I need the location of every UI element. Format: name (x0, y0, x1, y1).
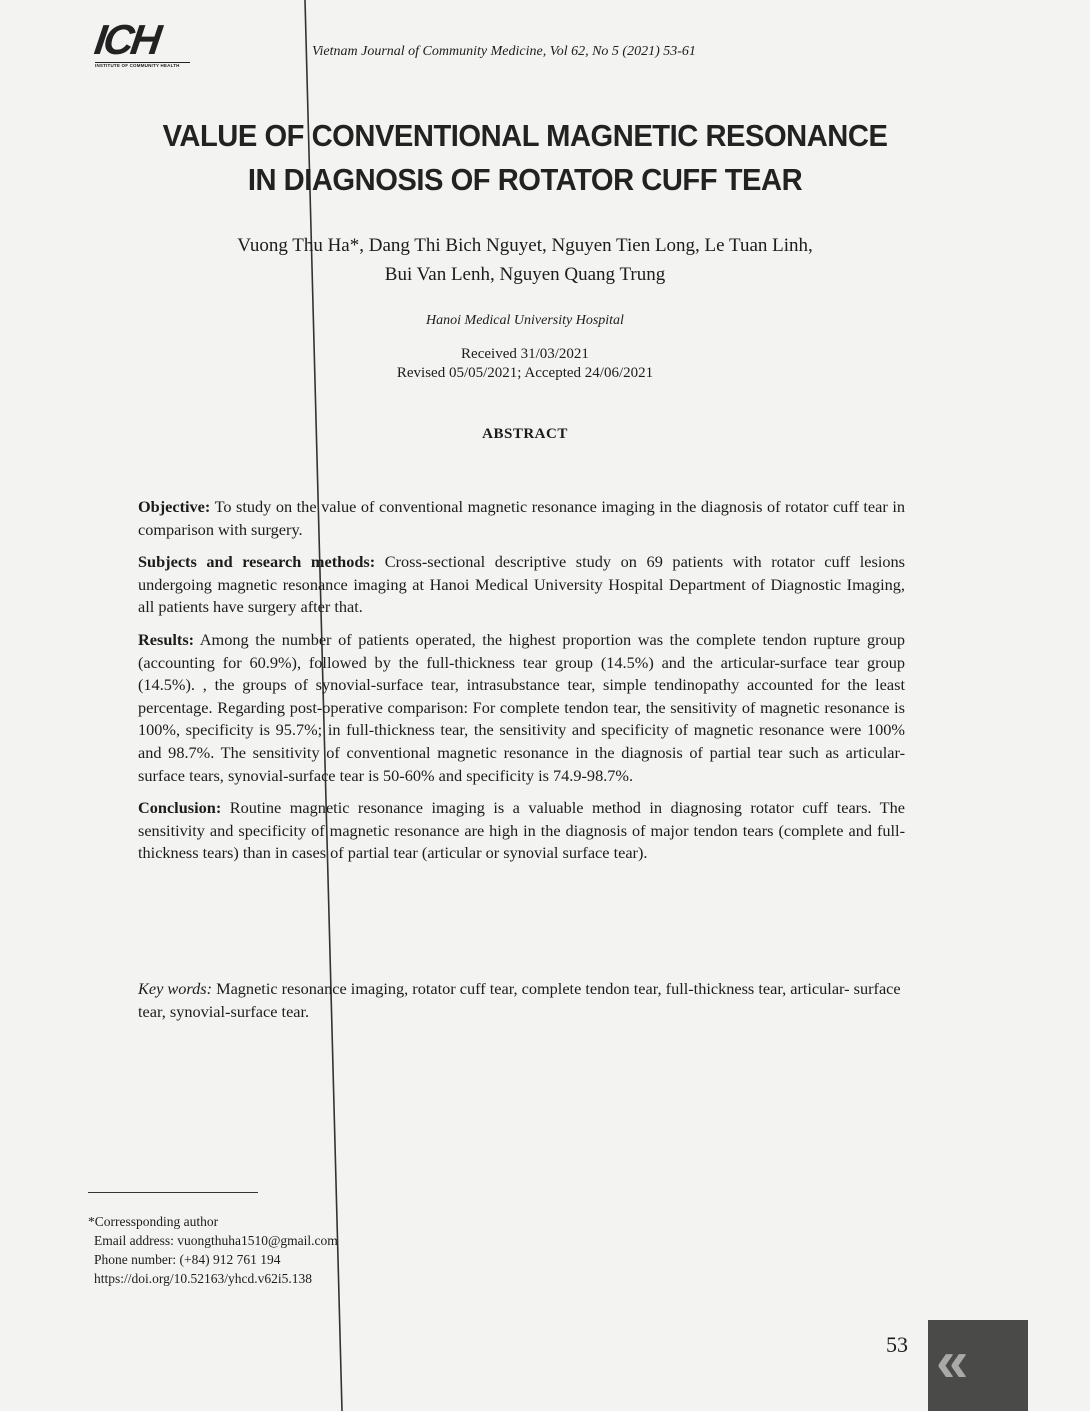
abstract-objective (138, 496, 905, 541)
corresponding-author: *Corressponding author (88, 1214, 219, 1229)
footnote (88, 1212, 338, 1288)
authors-line: Vuong Thu Ha*, Dang Thi Bich Nguyet, Nguyen Tien Long, Le Tuan Linh, (237, 235, 813, 256)
section-label: Subjects and research methods: (138, 552, 376, 572)
authors-line: Bui Van Lenh, Nguyen Quang Trung (384, 264, 666, 285)
article-dates (100, 345, 950, 383)
keywords-text: Magnetic resonance imaging, rotator cuff tear, complete tendon tear, full-thickness tear, articular- surface tear, synovial-surface tear. (138, 979, 901, 1021)
section-text: Routine magnetic resonance imaging is a valuable method in diagnosing rotator cuff tears. The sensitivity and specificity of magnetic resonance are high in the diagnosis of major tendon tears (complete and full-thickness tears) than in cases of partial tear (articular or synovial surface tear). (138, 798, 905, 863)
page-tab (928, 1320, 1028, 1411)
footnote-divider (88, 1192, 258, 1193)
received-date: Received 31/03/2021 (461, 346, 589, 362)
email-address: Email address: vuongthuha1510@gmail.com (94, 1233, 338, 1248)
keywords (138, 978, 905, 1023)
abstract-methods (138, 551, 905, 619)
journal-header: Vietnam Journal of Community Medicine, Vol 62, No 5 (2021) 53-61 (312, 44, 696, 59)
phone-number: Phone number: (+84) 912 761 194 (94, 1252, 281, 1267)
authors (100, 231, 950, 289)
abstract-body (138, 496, 905, 875)
keywords-label: Key words: (138, 979, 213, 998)
section-text: Cross-sectional descriptive study on 69 patients with rotator cuff lesions undergoing magnetic resonance imaging at Hanoi Medical University Hospital Department of Diagnostic Imaging, all patients have surgery after that. (138, 552, 905, 617)
article-title (88, 114, 962, 202)
section-text: Among the number of patients operated, the highest proportion was the complete tendon rupture group (accounting for 60.9%), followed by the full-thickness tear group (14.5%) and the articular-surface tear group (14.5%). , the groups of synovial-surface tear, intrasubstance tear, simple tendinopathy accounted for the least percentage. Regarding post-operative comparison: For complete tendon tear, the sensitivity of magnetic resonance is 100%, specificity is 95.7%; in full-thickness tear, the sensitivity and specificity of magnetic resonance were 100% and 98.7%. The sensitivity of conventional magnetic resonance in the diagnosis of partial tear such as articular-surface tears, synovial-surface tear is 50-60% and specificity is 74.9-98.7%. (138, 629, 905, 785)
institute-logo (91, 16, 190, 70)
logo-mark: ICH (91, 16, 162, 63)
section-label: Objective: (138, 497, 211, 516)
double-chevron-icon: « (936, 1329, 961, 1394)
affiliation: Hanoi Medical University Hospital (426, 313, 624, 328)
section-label: Results: (138, 629, 195, 649)
section-label: Conclusion: (138, 798, 222, 818)
abstract-heading: ABSTRACT (482, 426, 568, 442)
title-line: IN DIAGNOSIS OF ROTATOR CUFF TEAR (247, 162, 803, 197)
doi-link[interactable]: https://doi.org/10.52163/yhcd.v62i5.138 (94, 1271, 313, 1286)
revised-accepted-date: Revised 05/05/2021; Accepted 24/06/2021 (396, 365, 654, 381)
abstract-results (138, 629, 905, 787)
page-number: 53 (886, 1332, 908, 1357)
abstract-conclusion (138, 797, 905, 865)
section-text: To study on the value of conventional magnetic resonance imaging in the diagnosis of rotator cuff tear in comparison with surgery. (138, 497, 905, 539)
logo-subtitle: INSTITUTE OF COMMUNITY HEALTH (95, 62, 190, 68)
title-line: VALUE OF CONVENTIONAL MAGNETIC RESONANCE (162, 118, 888, 153)
